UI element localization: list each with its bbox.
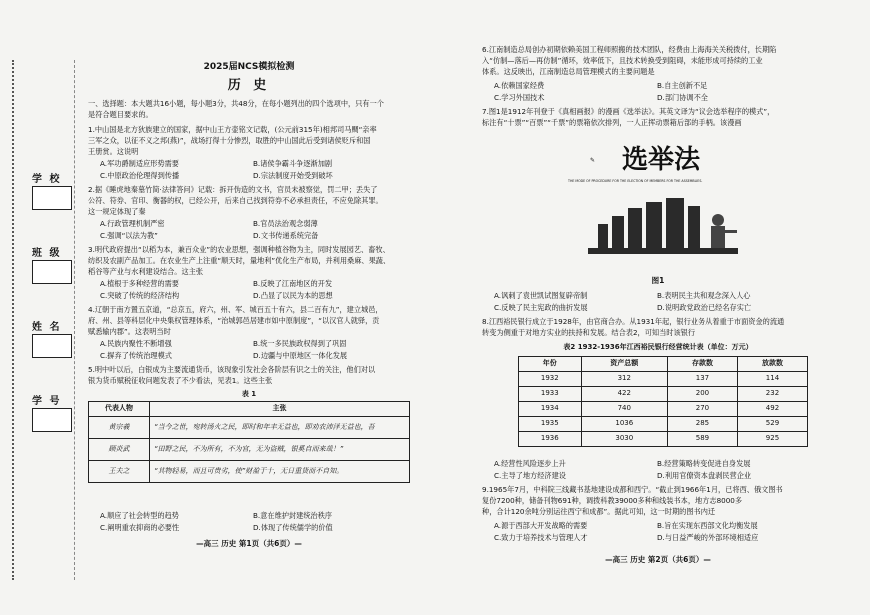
table-2-col-year: 年份 [519, 357, 582, 372]
table-2 [518, 356, 808, 447]
q6-option-d[interactable]: D.部门协调不全 [657, 93, 708, 102]
table-2-cell: 589 [667, 432, 737, 447]
question-8-line-1: 8.江西裕民银行成立于1928年，由官商合办。从1931年起，银行业务从着重于市面资金的流通 [482, 317, 785, 326]
section-instructions: 一、选择题：本大题共16小题，每小题3分，共48分，在每小题列出的四个选项中，只有一个 [88, 99, 384, 108]
table-1-view: “田野之民，不为所有，不为官，无为盗贼，银奚自而来哉！” [150, 439, 410, 461]
cartoon-figure-person [711, 214, 737, 248]
table-row [519, 372, 808, 387]
question-6-line-3: 体系。这反映出，江南制造总局管理模式的主要问题是 [482, 67, 655, 76]
question-7-line-1: 7.图1是1912年刊登于《真相画报》的漫画《选举法》。其英文译为“议会选举程序的模式”， [482, 107, 775, 116]
table-2-cell: 1936 [519, 432, 582, 447]
q7-option-b[interactable]: B.表明民主共和观念深入人心 [657, 291, 751, 300]
question-9-line-3: 种，合计120余吨分别运往西宁和成都”。据此可知，这一时期的图书内迁 [482, 507, 716, 516]
q7-option-c[interactable]: C.反映了民主宪政的曲折发展 [494, 303, 588, 312]
seal-dotted-line [12, 60, 26, 580]
table-row [89, 461, 410, 483]
table-2-cell: 114 [737, 372, 807, 387]
question-2-line-3: 这一规定体现了秦 [88, 207, 146, 216]
student-number-field[interactable] [32, 408, 72, 432]
table-1 [88, 401, 410, 483]
question-9-line-2: 复份7200种，储备刊物691种，调拨科教39000多种和线装书本，地方志8000多 [482, 496, 743, 505]
table-2-caption: 表2 1932-1936年江西裕民银行经营统计表（单位：万元） [563, 343, 753, 351]
table-row [89, 417, 410, 439]
q7-option-a[interactable]: A.讽刺了袁世凯试图复辟帝制 [494, 291, 588, 300]
table-row [519, 402, 808, 417]
question-8-line-2: 转变为侧重于对地方实业的扶持和发展。结合表2，可知当时该银行 [482, 328, 696, 337]
q3-option-d[interactable]: D.凸显了以民为本的思想 [253, 291, 333, 300]
q9-option-d[interactable]: D.与日益严峻的外部环境相适应 [657, 533, 759, 542]
cartoon-english-subtitle: THE MODE OF PROCEDURE FOR THE ELECTION OF MEMBERS FOR THE ASSEMBLIES. [568, 179, 703, 183]
table-1-person: 顾炎武 [89, 439, 150, 461]
table-1-header [89, 402, 410, 417]
table-2-cell: 1935 [519, 417, 582, 432]
q2-option-c[interactable]: C.强调“以法为教” [100, 231, 158, 240]
table-2-cell: 740 [581, 402, 667, 417]
q1-option-a[interactable]: A.军功爵制适应形势需要 [100, 159, 179, 168]
q4-option-c[interactable]: C.摒弃了传统治理模式 [100, 351, 172, 360]
table-2-cell: 200 [667, 387, 737, 402]
binding-strip [0, 0, 82, 615]
table-2-cell: 312 [581, 372, 667, 387]
table-row [519, 417, 808, 432]
q3-option-b[interactable]: B.反映了江南地区的开发 [253, 279, 333, 288]
q4-option-b[interactable]: B.统一多民族政权得到了巩固 [253, 339, 347, 348]
q5-option-d[interactable]: D.体现了传统儒学的价值 [253, 523, 333, 532]
table-2-col-assets: 资产总额 [581, 357, 667, 372]
q1-option-b[interactable]: B.诸侯争霸斗争逐渐加剧 [253, 159, 333, 168]
q7-option-d[interactable]: D.说明政党政治已经名存实亡 [657, 303, 752, 312]
q1-option-c[interactable]: C.中原政治伦理得到传播 [100, 171, 180, 180]
cartoon-mark: ✎ [590, 157, 596, 164]
table-2-header [519, 357, 808, 372]
table-2-cell: 1934 [519, 402, 582, 417]
table-2-cell: 492 [737, 402, 807, 417]
table-2-col-deposits: 存款数 [667, 357, 737, 372]
table-1-person: 黄宗羲 [89, 417, 150, 439]
class-label: 班 级 [32, 248, 62, 259]
question-6-line-1: 6.江南制造总局创办初期依赖美国工程师照搬的技术团队，经费由上海海关关税拨付，长期陷 [482, 45, 777, 54]
question-6-line-2: 入“仿制—落后—再仿制”循环，效率低下，且技术转换受到阻碍，未能形成可持续的工业 [482, 56, 763, 65]
q9-option-b[interactable]: B.旨在实现东西部文化均衡发展 [657, 521, 758, 530]
school-field[interactable] [32, 186, 72, 210]
q8-option-d[interactable]: D.利用官僚资本盘剥民营企业 [657, 471, 752, 480]
question-1-line-2: 三军之众，以征不义之邦(燕)”，战场打得十分惨烈，取胜的中山国此后受到诸侯贬斥和国 [88, 136, 371, 145]
page-1 [88, 0, 410, 615]
question-4-line-1: 4.辽朝于南方置五京道，“总京五，府六，州、军、城百五十有六，县二百有九”，建立城邑， [88, 305, 383, 314]
table-2-cell: 232 [737, 387, 807, 402]
question-5-line-2: 银为货币赋税征收问题发表了不少看法，见表1。这些主张 [88, 376, 273, 385]
q4-option-d[interactable]: D.边疆与中原地区一体化发展 [253, 351, 348, 360]
q9-option-a[interactable]: A.源于西部大开发战略的需要 [494, 521, 588, 530]
table-1-person: 王夫之 [89, 461, 150, 483]
q8-option-b[interactable]: B.经营策略转变促进自身发展 [657, 459, 751, 468]
figure-1-caption: 图1 [651, 276, 665, 285]
table-1-view: “其物轻易，而且可贵劣，使”财盈于十，无日重货而不自知。 [150, 461, 410, 483]
table-2-cell: 529 [737, 417, 807, 432]
page-2-footer: —高三 历史 第2页（共6页）— [605, 555, 711, 564]
question-3-line-3: 稻谷等产业与水利建设结合。这主张 [88, 267, 204, 276]
table-2-cell: 137 [667, 372, 737, 387]
q2-option-b[interactable]: B.官员法治观念弱薄 [253, 219, 318, 228]
subject-title: 历 史 [227, 78, 271, 93]
table-1-view: “当今之世，宛转汤火之民，即时和年丰无益也，即劝农沛泽无益也，吾 [150, 417, 410, 439]
page-2 [482, 0, 834, 615]
q5-option-a[interactable]: A.顺应了社会转型的趋势 [100, 511, 179, 520]
table-row [519, 387, 808, 402]
table-2-cell: 285 [667, 417, 737, 432]
class-field[interactable] [32, 260, 72, 284]
page-1-footer: —高三 历史 第1页（共6页）— [196, 539, 302, 548]
question-3-line-1: 3.明代政府提出“以稻为本，兼百众业”的农业思想，强调种植谷物为主，同时发展园艺、畜牧、 [88, 245, 390, 254]
number-label: 学 号 [32, 396, 62, 407]
q5-option-b[interactable]: B.意在维护封建统治秩序 [253, 511, 333, 520]
table-1-col-view: 主张 [150, 402, 410, 417]
election-cartoon-figure [568, 132, 758, 272]
question-4-line-2: 府、州、县等科层化中央集权管理体系，“治城郭邑居建市如中原制度”，“以汉官人就驿，贡 [88, 316, 380, 325]
table-2-cell: 422 [581, 387, 667, 402]
q2-option-a[interactable]: A.行政管理机制严密 [100, 219, 165, 228]
question-3-line-2: 纺织及农副产品加工。在农业生产上注重“顺天时，量地利”优化生产布局，并利用桑麻、果蔬、 [88, 256, 391, 265]
table-2-cell: 1932 [519, 372, 582, 387]
q8-option-a[interactable]: A.经营性风险逐步上升 [494, 459, 566, 468]
table-2-cell: 3030 [581, 432, 667, 447]
q6-option-c[interactable]: C.学习外国技术 [494, 93, 545, 102]
question-2-line-1: 2.据《睡虎地秦墓竹简·法律答问》记载：拆开伪造的文书，官员未被察觉，罚二甲；丢失了 [88, 185, 378, 194]
seal-cut-line [74, 60, 75, 580]
q3-option-a[interactable]: A.植根于多种经营的需要 [100, 279, 179, 288]
table-1-caption: 表 1 [241, 390, 257, 398]
name-field[interactable] [32, 334, 72, 358]
q9-option-c[interactable]: C.致力于培养技术与管理人才 [494, 533, 588, 542]
q3-option-c[interactable]: C.突破了传统的经济结构 [100, 291, 180, 300]
table-2-col-loans: 放款数 [737, 357, 807, 372]
table-1-col-person: 代表人物 [89, 402, 150, 417]
q2-option-d[interactable]: D.文书传递系统完备 [253, 231, 319, 240]
question-2-line-2: 公符、符券、官印、衡器的权，已经公开，后来自己找到符券不必承担责任，不应免除其罪。 [88, 196, 383, 205]
q6-option-b[interactable]: B.自主创新不足 [657, 81, 708, 90]
q8-option-c[interactable]: C.主导了地方经济建设 [494, 471, 566, 480]
table-2-cell: 925 [737, 432, 807, 447]
school-label: 学 校 [32, 174, 62, 185]
question-1-line-1: 1.中山国是北方狄族建立的国家，据中山王方壶铭文记载，(公元前315年)相邦司马赒“亲率 [88, 125, 377, 134]
section-instructions-2: 是符合题目要求的。 [88, 110, 153, 119]
q4-option-a[interactable]: A.民族内聚性不断增强 [100, 339, 172, 348]
q1-option-d[interactable]: D.宗法制度开始受到破坏 [253, 171, 333, 180]
question-4-line-3: 赋悉输内郡”。这表明当时 [88, 327, 171, 336]
question-7-line-2: 标注有“十票”“百票”“千票”的票箱依次排列，一人正挥动票箱后部的手柄。该漫画 [482, 118, 742, 127]
name-label: 姓 名 [32, 322, 62, 333]
question-5-line-1: 5.明中叶以后，白银成为主要流通货币，该现象引发社会各阶层有识之士的关注，他们对以 [88, 365, 376, 374]
q5-option-c[interactable]: C.阐明重农抑商的必要性 [100, 523, 180, 532]
table-2-cell: 270 [667, 402, 737, 417]
table-2-cell: 1933 [519, 387, 582, 402]
cartoon-title: 选举法 [622, 145, 701, 175]
question-1-line-3: 王册赏。这说明 [88, 147, 139, 156]
question-9-line-1: 9.1965年7月，中科院三线藏书基地建设成都和西宁。“截止到1966年1月，已将西、俄文图书 [482, 485, 783, 494]
table-2-cell: 1036 [581, 417, 667, 432]
q6-option-a[interactable]: A.依赖国家经费 [494, 81, 545, 90]
table-row [519, 432, 808, 447]
exam-title: 2025届NCS模拟检测 [203, 62, 295, 72]
table-row [89, 439, 410, 461]
